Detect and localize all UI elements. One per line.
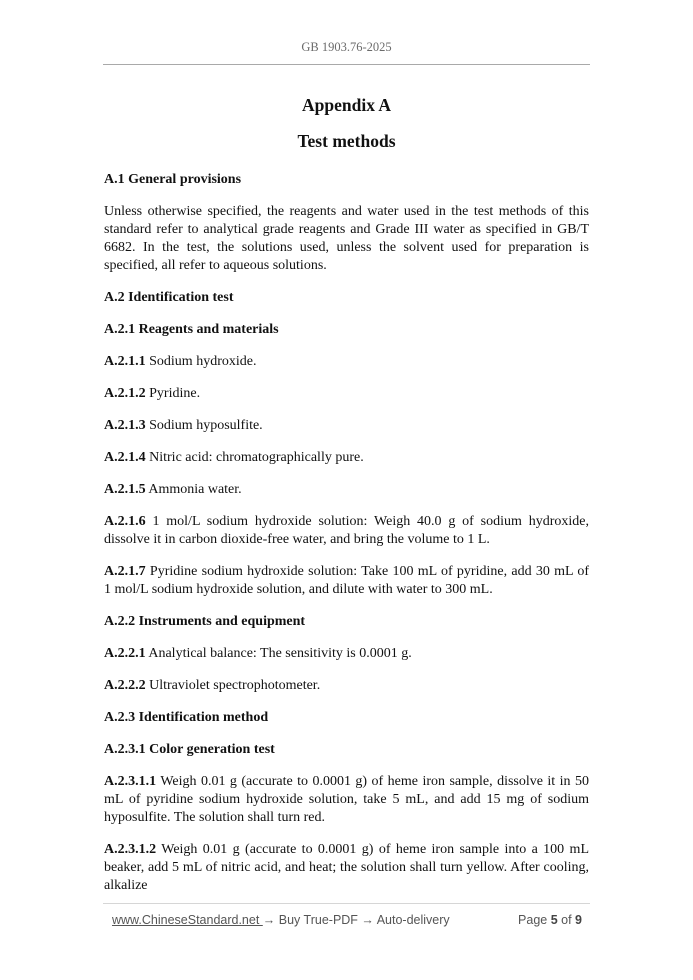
- clause-number: A.2.1.4: [104, 450, 146, 465]
- clause-a2-2-1: [104, 645, 589, 663]
- page-content: [104, 94, 589, 909]
- arrow-right-icon: →: [262, 913, 276, 927]
- auto-delivery-text: Auto-delivery: [373, 913, 450, 927]
- clause-a2-1-4: [104, 449, 589, 467]
- section-heading-a22: A.2.2 Instruments and equipment: [104, 614, 306, 629]
- page-of-label: of: [557, 913, 576, 927]
- clause-number: A.2.1.2: [104, 386, 146, 401]
- clause-text: Analytical balance: The sensitivity is 0.0001 g.: [145, 646, 412, 661]
- clause-text: Pyridine sodium hydroxide solution: Take 100 mL of pyridine, add 30 mL of 1 mol/L sodium hydroxide solution, and dilute with water to 300 mL.: [104, 564, 589, 597]
- clause-number: A.2.1.7: [104, 564, 146, 579]
- appendix-subtitle: Test methods: [297, 131, 396, 151]
- clause-text: Weigh 0.01 g (accurate to 0.0001 g) of heme iron sample into a 100 mL beaker, add 5 mL of nitric acid, and heat; the solution shall turn yellow. After cooling, alkalize: [104, 842, 589, 893]
- buy-true-pdf-text: Buy True-PDF: [275, 913, 362, 927]
- clause-number: A.2.2.2: [104, 678, 146, 693]
- chinesestandard-link[interactable]: www.ChineseStandard.net: [112, 913, 263, 927]
- clause-a2-3-1-1: [104, 773, 589, 827]
- section-heading-a2: A.2 Identification test: [104, 290, 234, 305]
- clause-number: A.2.1.1: [104, 354, 146, 369]
- section-heading-a21: A.2.1 Reagents and materials: [104, 322, 279, 337]
- clause-text: Sodium hydroxide.: [145, 354, 257, 369]
- page-indicator: [518, 912, 582, 928]
- page-footer: [112, 912, 582, 928]
- clause-text: Weigh 0.01 g (accurate to 0.0001 g) of heme iron sample, dissolve it in 50 mL of pyridine sodium hydroxide solution, take 5 mL, and add 15 mg of sodium hyposulfite. The solution shall turn red.: [104, 774, 589, 825]
- section-body-a1: Unless otherwise specified, the reagents and water used in the test methods of this standard refer to analytical grade reagents and Grade III water as specified in GB/T 6682. In the test, the solutions used, unless the solvent used for preparation is specified, all refer to aqueous solutions.: [104, 204, 589, 273]
- clause-a2-1-7: [104, 563, 589, 599]
- section-heading-a231: A.2.3.1 Color generation test: [104, 742, 275, 757]
- arrow-right-icon: →: [361, 913, 374, 927]
- clause-text: Ultraviolet spectrophotometer.: [145, 678, 321, 693]
- clause-text: Ammonia water.: [145, 482, 242, 497]
- appendix-title: Appendix A: [302, 95, 391, 115]
- footer-promo: [112, 912, 450, 928]
- clause-a2-1-2: [104, 385, 589, 403]
- clause-text: Nitric acid: chromatographically pure.: [145, 450, 364, 465]
- clause-number: A.2.1.3: [104, 418, 146, 433]
- clause-a2-1-5: [104, 481, 589, 499]
- clause-a2-3-1-2: [104, 841, 589, 895]
- clause-a2-1-1: [104, 353, 589, 371]
- page-current: 5: [550, 913, 558, 927]
- footer-divider: [103, 903, 590, 904]
- header-divider: [103, 64, 590, 65]
- clause-a2-2-2: [104, 677, 589, 695]
- page-total: 9: [575, 913, 582, 927]
- page-label: Page: [518, 913, 551, 927]
- clause-a2-1-6: [104, 513, 589, 549]
- clause-text: 1 mol/L sodium hydroxide solution: Weigh 40.0 g of sodium hydroxide, dissolve it in carbon dioxide-free water, and bring the volume to 1 L.: [104, 514, 589, 547]
- clause-text: Sodium hyposulfite.: [145, 418, 263, 433]
- clause-number: A.2.2.1: [104, 646, 146, 661]
- clause-number: A.2.3.1.2: [104, 842, 157, 857]
- clause-number: A.2.1.6: [104, 514, 146, 529]
- running-header: GB 1903.76-2025: [301, 40, 392, 54]
- section-heading-a1: A.1 General provisions: [104, 172, 242, 187]
- clause-a2-1-3: [104, 417, 589, 435]
- clause-number: A.2.3.1.1: [104, 774, 157, 789]
- clause-text: Pyridine.: [145, 386, 201, 401]
- section-heading-a23: A.2.3 Identification method: [104, 710, 269, 725]
- clause-number: A.2.1.5: [104, 482, 146, 497]
